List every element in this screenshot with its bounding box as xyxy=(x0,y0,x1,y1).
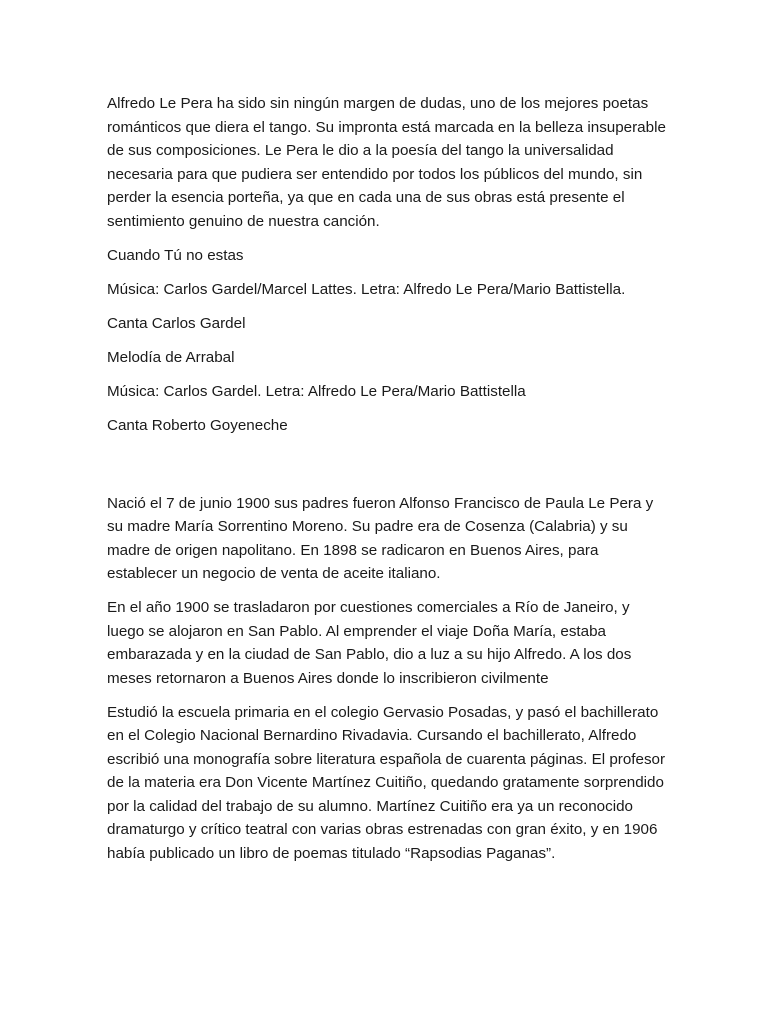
song-credits: Música: Carlos Gardel/Marcel Lattes. Letra: Alfredo Le Pera/Mario Battistella. xyxy=(107,280,626,298)
biography-paragraph: Estudió la escuela primaria en el colegio Gervasio Posadas, y pasó el bachillerato en el Colegio Nacional Bernardino Rivadavia. Cursando el bachillerato, Alfredo escribió una monografía sobre literatura española de cuarenta páginas. El profesor de la materia era Don Vicente Martínez Cuitiño, quedando gratamente sorprendido por la calidad del trabajo de su alumno. Martínez Cuitiño era ya un reconocido dramaturgo y crítico teatral con varias obras estrenadas con gran éxito, y en 1906 había publicado un libro de poemas titulado “Rapsodias Paganas”. xyxy=(107,703,666,862)
biography-paragraph: En el año 1900 se trasladaron por cuestiones comerciales a Río de Janeiro, y luego se alojaron en San Pablo. Al emprender el viaje Doña María, estaba embarazada y en la ciudad de San Pablo, dio a luz a su hijo Alfredo. A los dos meses retornaron a Buenos Aires donde lo inscribieron civilmente xyxy=(107,599,632,687)
song-credits: Música: Carlos Gardel. Letra: Alfredo Le Pera/Mario Battistella xyxy=(107,382,526,400)
biography-paragraph: Nació el 7 de junio 1900 sus padres fueron Alfonso Francisco de Paula Le Pera y su madre María Sorrentino Moreno. Su padre era de Cosenza (Calabria) y su madre de origen napolitano. En 1898 se radicaron en Buenos Aires, para establecer un negocio de venta de aceite italiano. xyxy=(107,494,654,582)
song-title: Melodía de Arrabal xyxy=(107,348,235,366)
song-performer: Canta Carlos Gardel xyxy=(107,314,246,332)
song-title: Cuando Tú no estas xyxy=(107,246,244,264)
song-performer: Canta Roberto Goyeneche xyxy=(107,416,288,434)
intro-paragraph: Alfredo Le Pera ha sido sin ningún margen de dudas, uno de los mejores poetas románticos que diera el tango. Su impronta está marcada en la belleza insuperable de sus composiciones. Le Pera le dio a la poesía del tango la universalidad necesaria para que pudiera ser entendido por todos los públicos del mundo, sin perder la esencia porteña, ya que en cada una de sus obras está presente el sentimiento genuino de nuestra canción. xyxy=(107,95,666,230)
document-page xyxy=(107,92,667,876)
section-spacer xyxy=(107,448,667,492)
